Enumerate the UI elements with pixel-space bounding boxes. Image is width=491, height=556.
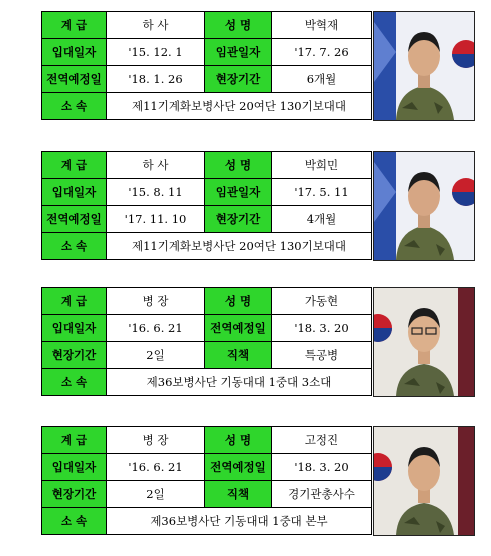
duration-value: 2일: [107, 481, 205, 508]
enlist-value: '15. 12. 1: [107, 39, 205, 66]
discharge-label: 전역예정일: [42, 66, 107, 93]
discharge-label: 전역예정일: [205, 315, 272, 342]
name-label: 성 명: [205, 288, 272, 315]
soldier-photo-1: [373, 11, 475, 121]
duration-label: 현장기간: [205, 206, 272, 233]
unit-value: 제11기계화보병사단 20여단 130기보대대: [107, 233, 372, 260]
appoint-label: 임관일자: [205, 179, 272, 206]
soldier-table-1: [41, 11, 372, 120]
soldier-photo-3: [373, 287, 475, 397]
duration-label: 현장기간: [42, 481, 107, 508]
enlist-label: 입대일자: [42, 315, 107, 342]
rank-label: 계 급: [42, 288, 107, 315]
soldier-photo-4: [373, 426, 475, 536]
unit-label: 소 속: [42, 369, 107, 396]
duty-label: 직책: [205, 481, 272, 508]
rank-value: 병 장: [107, 427, 205, 454]
discharge-value: '18. 1. 26: [107, 66, 205, 93]
unit-label: 소 속: [42, 93, 107, 120]
name-label: 성 명: [205, 12, 272, 39]
discharge-label: 전역예정일: [205, 454, 272, 481]
enlist-label: 입대일자: [42, 179, 107, 206]
name-value: 고정진: [272, 427, 372, 454]
discharge-value: '17. 11. 10: [107, 206, 205, 233]
discharge-label: 전역예정일: [42, 206, 107, 233]
soldier-table-2: [41, 151, 372, 260]
enlist-label: 입대일자: [42, 454, 107, 481]
appoint-value: '17. 5. 11: [272, 179, 372, 206]
name-label: 성 명: [205, 152, 272, 179]
name-value: 박혁재: [272, 12, 372, 39]
soldier-table-4: [41, 426, 372, 535]
rank-value: 병 장: [107, 288, 205, 315]
enlist-value: '15. 8. 11: [107, 179, 205, 206]
rank-value: 하 사: [107, 152, 205, 179]
unit-value: 제36보병사단 기동대대 1중대 본부: [107, 508, 372, 535]
unit-label: 소 속: [42, 233, 107, 260]
appoint-value: '17. 7. 26: [272, 39, 372, 66]
rank-value: 하 사: [107, 12, 205, 39]
rank-label: 계 급: [42, 427, 107, 454]
name-label: 성 명: [205, 427, 272, 454]
soldier-photo-2: [373, 151, 475, 261]
name-value: 가동현: [272, 288, 372, 315]
duty-value: 특공병: [272, 342, 372, 369]
duty-label: 직책: [205, 342, 272, 369]
unit-label: 소 속: [42, 508, 107, 535]
soldier-table-3: [41, 287, 372, 396]
duration-value: 6개월: [272, 66, 372, 93]
rank-label: 계 급: [42, 12, 107, 39]
unit-value: 제36보병사단 기동대대 1중대 3소대: [107, 369, 372, 396]
enlist-value: '16. 6. 21: [107, 454, 205, 481]
discharge-value: '18. 3. 20: [272, 315, 372, 342]
duration-value: 2일: [107, 342, 205, 369]
appoint-label: 임관일자: [205, 39, 272, 66]
enlist-value: '16. 6. 21: [107, 315, 205, 342]
duty-value: 경기관총사수: [272, 481, 372, 508]
duration-label: 현장기간: [42, 342, 107, 369]
duration-value: 4개월: [272, 206, 372, 233]
name-value: 박희민: [272, 152, 372, 179]
unit-value: 제11기계화보병사단 20여단 130기보대대: [107, 93, 372, 120]
discharge-value: '18. 3. 20: [272, 454, 372, 481]
rank-label: 계 급: [42, 152, 107, 179]
duration-label: 현장기간: [205, 66, 272, 93]
enlist-label: 입대일자: [42, 39, 107, 66]
